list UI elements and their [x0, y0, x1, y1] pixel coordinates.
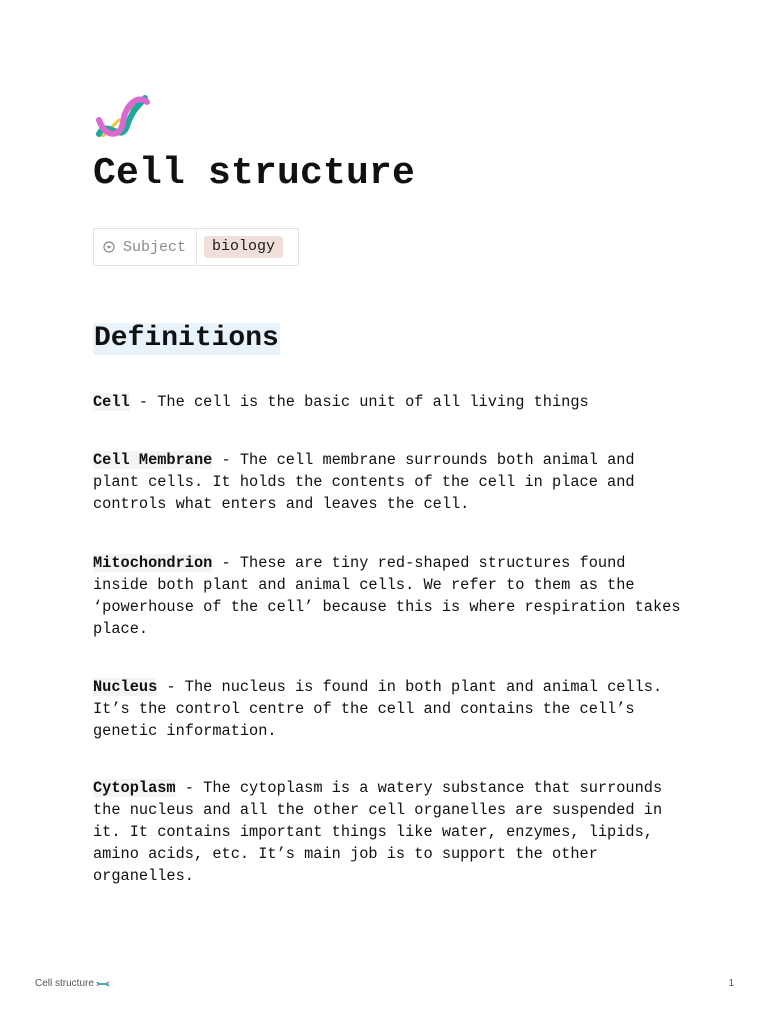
- definition-nucleus: [93, 676, 683, 742]
- definition-text: - These are tiny red-shaped structures found inside both plant and animal cells. We refer to them as the ‘powerhouse of the cell’ because this is where respiration takes place.: [93, 554, 681, 638]
- select-property-icon: [103, 241, 115, 253]
- definition-term: Cell Membrane: [93, 451, 213, 469]
- property-value[interactable]: [197, 229, 298, 265]
- page-number: 1: [728, 978, 734, 989]
- definition-term: Mitochondrion: [93, 554, 213, 572]
- definition-text: - The cell membrane surrounds both animal and plant cells. It holds the contents of the cell in place and controls what enters and leaves the cell.: [93, 451, 635, 513]
- dna-small-icon: [96, 980, 110, 988]
- definition-cytoplasm: [93, 777, 683, 887]
- definition-term: Cell: [93, 393, 130, 411]
- property-name-label: Subject: [123, 238, 187, 256]
- definition-mitochondrion: [93, 552, 683, 640]
- footer-title: [35, 978, 110, 989]
- definition-text: - The nucleus is found in both plant and animal cells. It’s the control centre of the cell and contains the cell’s genetic information.: [93, 678, 663, 740]
- footer-title-label: Cell structure: [35, 978, 94, 989]
- definition-text: - The cell is the basic unit of all living things: [129, 393, 589, 411]
- definition-text: - The cytoplasm is a watery substance that surrounds the nucleus and all the other cell organelles are suspended in it. It contains important things like water, enzymes, lipids, amino acids, etc. It’s main job is to support the other organelles.: [93, 779, 663, 885]
- definition-term: Nucleus: [93, 678, 158, 696]
- definition-cell-membrane: [93, 449, 683, 515]
- definition-term: Cytoplasm: [93, 779, 176, 797]
- dna-icon: [93, 90, 151, 146]
- section-heading-definitions: Definitions: [94, 323, 279, 354]
- definition-cell: [93, 391, 683, 413]
- page-title: Cell structure: [93, 152, 416, 195]
- property-name: [94, 229, 197, 265]
- property-row-subject[interactable]: [93, 228, 299, 266]
- subject-tag[interactable]: biology: [204, 236, 283, 258]
